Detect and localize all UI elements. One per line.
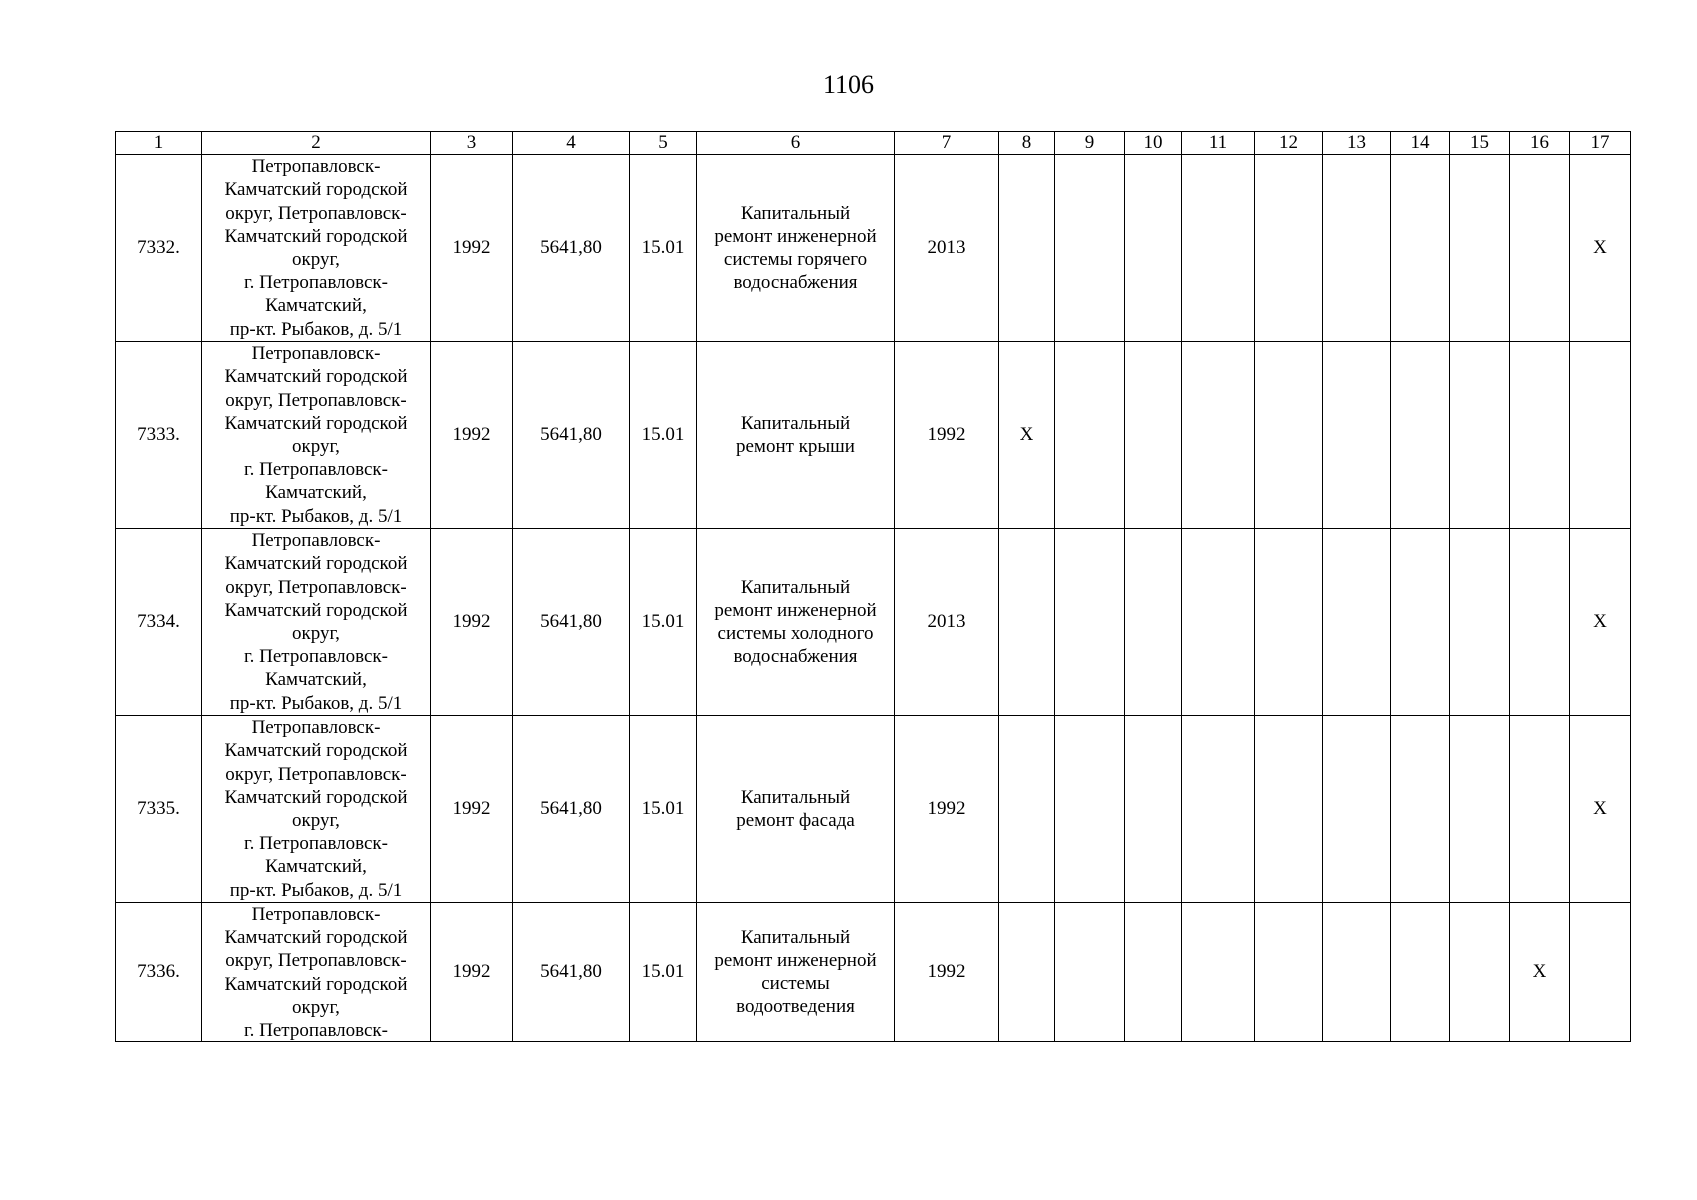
mark-cell-col-16 xyxy=(1510,529,1570,716)
address-text xyxy=(205,155,427,341)
address-line: г. Петропавловск- xyxy=(244,646,388,668)
address-line: пр-кт. Рыбаков, д. 5/1 xyxy=(229,318,403,340)
column-number-16: 16 xyxy=(1510,132,1570,155)
address-line: Петропавловск- xyxy=(251,156,381,178)
address-text xyxy=(205,342,427,528)
work-type-line: Капитальный xyxy=(740,202,851,224)
work-type-line: ремонт инженерной xyxy=(714,225,877,247)
address-line: г. Петропавловск- xyxy=(244,459,388,481)
work-type-line: Капитальный xyxy=(740,576,851,598)
address-line: Петропавловск- xyxy=(251,904,381,925)
mark-cell-col-10 xyxy=(1125,529,1182,716)
mark-cell-col-11 xyxy=(1182,155,1255,342)
mark-cell-col-11 xyxy=(1182,529,1255,716)
address-line: округ, xyxy=(292,249,340,270)
column-number-4: 4 xyxy=(513,132,630,155)
work-type-line: ремонт фасада xyxy=(736,810,855,831)
column-number-2: 2 xyxy=(202,132,431,155)
register-table xyxy=(115,131,1631,1042)
mark-cell-col-9 xyxy=(1055,903,1125,1042)
column-number-17: 17 xyxy=(1570,132,1631,155)
address-cell xyxy=(202,903,431,1042)
mark-cell-col-11 xyxy=(1182,342,1255,529)
address-line: Камчатский городской xyxy=(224,973,408,995)
work-type-line: ремонт инженерной xyxy=(714,599,877,621)
address-line: Камчатский городской xyxy=(224,225,408,247)
address-cell xyxy=(202,155,431,342)
work-type-line: водоснабжения xyxy=(733,646,858,668)
mark-cell-col-8 xyxy=(999,716,1055,903)
mark-cell-col-9 xyxy=(1055,155,1125,342)
planned-year-cell: 2013 xyxy=(895,529,999,716)
mark-cell-col-10 xyxy=(1125,342,1182,529)
mark-cell-col-14 xyxy=(1391,155,1450,342)
work-type-line: Капитальный xyxy=(740,786,851,808)
page-number: 1106 xyxy=(822,70,875,99)
address-line: Камчатский городской xyxy=(224,740,408,762)
address-line: пр-кт. Рыбаков, д. 5/1 xyxy=(229,879,403,901)
code-cell: 15.01 xyxy=(630,716,697,903)
column-number-12: 12 xyxy=(1255,132,1323,155)
mark-cell-col-10 xyxy=(1125,155,1182,342)
table-row xyxy=(116,342,1631,529)
column-number-6: 6 xyxy=(697,132,895,155)
address-line: пр-кт. Рыбаков, д. 5/1 xyxy=(229,505,403,527)
address-cell xyxy=(202,716,431,903)
mark-cell-col-8 xyxy=(999,903,1055,1042)
address-text xyxy=(205,529,427,715)
area-cell: 5641,80 xyxy=(513,903,630,1042)
mark-cell-col-11 xyxy=(1182,903,1255,1042)
mark-cell-col-8 xyxy=(999,155,1055,342)
column-number-8: 8 xyxy=(999,132,1055,155)
work-type-line: ремонт инженерной xyxy=(714,949,877,971)
mark-cell-col-10 xyxy=(1125,903,1182,1042)
mark-cell-col-16 xyxy=(1510,155,1570,342)
address-line: округ, xyxy=(292,810,340,831)
area-cell: 5641,80 xyxy=(513,716,630,903)
column-number-15: 15 xyxy=(1450,132,1510,155)
area-cell: 5641,80 xyxy=(513,529,630,716)
address-line: округ, Петропавловск- xyxy=(225,202,407,224)
address-line: округ, Петропавловск- xyxy=(225,763,407,785)
mark-cell-col-13 xyxy=(1323,342,1391,529)
address-line: округ, Петропавловск- xyxy=(225,389,407,411)
mark-cell-col-14 xyxy=(1391,529,1450,716)
year-built-cell: 1992 xyxy=(431,155,513,342)
work-type-line: системы xyxy=(761,973,830,994)
mark-cell-col-17 xyxy=(1570,342,1631,529)
mark-cell-col-17 xyxy=(1570,903,1631,1042)
address-line: округ, Петропавловск- xyxy=(225,576,407,598)
work-type-line: водоотведения xyxy=(736,996,855,1018)
code-cell: 15.01 xyxy=(630,903,697,1042)
mark-cell-col-14 xyxy=(1391,716,1450,903)
column-number-9: 9 xyxy=(1055,132,1125,155)
address-line: Камчатский, xyxy=(265,295,367,317)
area-cell: 5641,80 xyxy=(513,155,630,342)
mark-cell-col-15 xyxy=(1450,716,1510,903)
mark-cell-col-13 xyxy=(1323,155,1391,342)
mark-cell-col-17: X xyxy=(1570,529,1631,716)
address-line: Камчатский городской xyxy=(224,927,408,949)
column-number-7: 7 xyxy=(895,132,999,155)
address-line: округ, Петропавловск- xyxy=(225,950,407,972)
address-line: Камчатский городской xyxy=(224,179,408,201)
code-cell: 15.01 xyxy=(630,342,697,529)
mark-cell-col-8 xyxy=(999,529,1055,716)
mark-cell-col-15 xyxy=(1450,529,1510,716)
address-line: Камчатский городской xyxy=(224,412,408,434)
table-row xyxy=(116,716,1631,903)
mark-cell-col-9 xyxy=(1055,529,1125,716)
address-line: Камчатский, xyxy=(265,669,367,691)
work-type-line: Капитальный xyxy=(740,412,851,434)
address-line: округ, xyxy=(292,996,340,1018)
address-line: Камчатский, xyxy=(265,856,367,878)
mark-cell-col-14 xyxy=(1391,903,1450,1042)
address-line: г. Петропавловск- xyxy=(244,272,388,294)
address-line: г. Петропавловск- xyxy=(244,833,388,855)
mark-cell-col-8: X xyxy=(999,342,1055,529)
mark-cell-col-17: X xyxy=(1570,155,1631,342)
work-type-cell xyxy=(697,155,895,342)
address-line: пр-кт. Рыбаков, д. 5/1 xyxy=(229,692,403,714)
work-type-line: Капитальный xyxy=(740,926,851,948)
work-type-line: системы горячего xyxy=(723,249,868,270)
mark-cell-col-12 xyxy=(1255,342,1323,529)
address-line: Петропавловск- xyxy=(251,530,381,552)
row-number-cell: 7335. xyxy=(116,716,202,903)
mark-cell-col-13 xyxy=(1323,903,1391,1042)
work-type-line: водоснабжения xyxy=(733,272,858,294)
year-built-cell: 1992 xyxy=(431,342,513,529)
work-type-line: ремонт крыши xyxy=(736,436,855,457)
address-line: Камчатский городской xyxy=(224,599,408,621)
mark-cell-col-9 xyxy=(1055,342,1125,529)
column-number-1: 1 xyxy=(116,132,202,155)
planned-year-cell: 1992 xyxy=(895,342,999,529)
code-cell: 15.01 xyxy=(630,529,697,716)
planned-year-cell: 1992 xyxy=(895,716,999,903)
mark-cell-col-15 xyxy=(1450,342,1510,529)
mark-cell-col-12 xyxy=(1255,716,1323,903)
area-cell: 5641,80 xyxy=(513,342,630,529)
row-number-cell: 7332. xyxy=(116,155,202,342)
address-line: Камчатский городской xyxy=(224,786,408,808)
table-row xyxy=(116,903,1631,1042)
address-line: Камчатский, xyxy=(265,482,367,504)
mark-cell-col-14 xyxy=(1391,342,1450,529)
address-cell xyxy=(202,342,431,529)
mark-cell-col-16 xyxy=(1510,716,1570,903)
row-number-cell: 7333. xyxy=(116,342,202,529)
work-type-line: системы холодного xyxy=(717,623,874,644)
address-line: Петропавловск- xyxy=(251,717,381,739)
address-line: г. Петропавловск- xyxy=(244,1020,388,1041)
work-type-cell xyxy=(697,903,895,1042)
mark-cell-col-16: X xyxy=(1510,903,1570,1042)
column-number-header-row xyxy=(116,132,1631,155)
work-type-cell xyxy=(697,716,895,903)
work-type-cell xyxy=(697,342,895,529)
planned-year-cell: 2013 xyxy=(895,155,999,342)
address-line: округ, xyxy=(292,623,340,644)
mark-cell-col-10 xyxy=(1125,716,1182,903)
row-number-cell: 7336. xyxy=(116,903,202,1042)
address-line: Камчатский городской xyxy=(224,366,408,388)
column-number-11: 11 xyxy=(1182,132,1255,155)
column-number-3: 3 xyxy=(431,132,513,155)
code-cell: 15.01 xyxy=(630,155,697,342)
column-number-10: 10 xyxy=(1125,132,1182,155)
mark-cell-col-16 xyxy=(1510,342,1570,529)
mark-cell-col-17: X xyxy=(1570,716,1631,903)
planned-year-cell: 1992 xyxy=(895,903,999,1042)
mark-cell-col-13 xyxy=(1323,529,1391,716)
column-number-14: 14 xyxy=(1391,132,1450,155)
mark-cell-col-12 xyxy=(1255,155,1323,342)
address-line: Камчатский городской xyxy=(224,553,408,575)
year-built-cell: 1992 xyxy=(431,529,513,716)
column-number-5: 5 xyxy=(630,132,697,155)
row-number-cell: 7334. xyxy=(116,529,202,716)
mark-cell-col-15 xyxy=(1450,903,1510,1042)
year-built-cell: 1992 xyxy=(431,716,513,903)
mark-cell-col-12 xyxy=(1255,529,1323,716)
mark-cell-col-12 xyxy=(1255,903,1323,1042)
mark-cell-col-13 xyxy=(1323,716,1391,903)
mark-cell-col-9 xyxy=(1055,716,1125,903)
address-line: Петропавловск- xyxy=(251,343,381,365)
mark-cell-col-15 xyxy=(1450,155,1510,342)
work-type-cell xyxy=(697,529,895,716)
column-number-13: 13 xyxy=(1323,132,1391,155)
year-built-cell: 1992 xyxy=(431,903,513,1042)
table-row xyxy=(116,529,1631,716)
address-line: округ, xyxy=(292,436,340,457)
table-row xyxy=(116,155,1631,342)
mark-cell-col-11 xyxy=(1182,716,1255,903)
address-text xyxy=(205,903,427,1041)
address-text xyxy=(205,716,427,902)
address-cell xyxy=(202,529,431,716)
